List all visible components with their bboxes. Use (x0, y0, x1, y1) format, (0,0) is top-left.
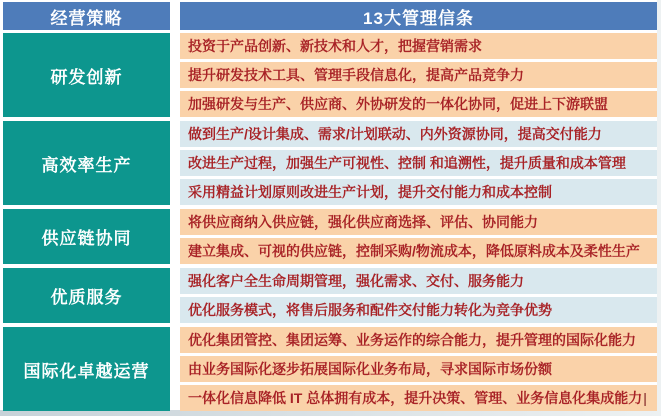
principle-text: 由业务国际化逐步拓展国际化业务布局，寻求国际市场份额 (188, 361, 552, 377)
category-cell (3, 33, 170, 117)
principle-text: 提升研发技术工具、管理手段信息化，提高产品竞争力 (188, 67, 524, 83)
category-cell (3, 121, 170, 205)
principle-row (180, 33, 657, 59)
principle-row (180, 150, 657, 176)
principle-row (180, 327, 657, 353)
strategy-section (3, 268, 657, 323)
header-strategy-column (3, 2, 170, 30)
category-label: 供应链协同 (41, 229, 132, 248)
category-cell (3, 268, 170, 323)
text-cursor: | (643, 390, 647, 406)
principle-text: 一体化信息降低 IT 总体拥有成本，提升决策、管理、业务信息化集成能力 (188, 390, 643, 406)
principle-text: 优化集团管控、集团运筹、业务运作的综合能力，提升管理的国际化能力 (188, 332, 636, 348)
principle-row (180, 91, 657, 117)
category-label: 研发创新 (50, 67, 123, 87)
principle-row (180, 385, 657, 411)
header-strategy-label: 经营策略 (50, 8, 123, 28)
category-cell (3, 327, 170, 411)
category-label: 优质服务 (50, 288, 123, 307)
principle-text: 优化服务模式，将售后服务和配件交付能力转化为竞争优势 (188, 302, 552, 318)
principle-row (180, 209, 657, 235)
principle-text: 加强研发与生产、供应商、外协研发的一体化协同，促进上下游联盟 (188, 96, 608, 112)
principle-row (180, 179, 657, 205)
category-cell (3, 209, 170, 264)
category-label: 高效率生产 (41, 155, 132, 175)
principle-row (180, 62, 657, 88)
principle-text: 投资于产品创新、新技术和人才，把握营销需求 (188, 38, 482, 54)
strategy-section (3, 121, 657, 205)
principle-row (180, 297, 657, 323)
strategy-section (3, 209, 657, 264)
principle-row (180, 121, 657, 147)
table-body (3, 33, 657, 411)
principle-rows (180, 327, 657, 411)
principle-text: 将供应商纳入供应链，强化供应商选择、评估、协同能力 (188, 214, 538, 230)
principle-text: 采用精益计划原则改进生产计划，提升交付能力和成本控制 (188, 184, 552, 200)
principle-rows (180, 121, 657, 205)
principle-text: 改进生产过程，加强生产可视性、控制 和追溯性，提升质量和成本管理 (188, 155, 626, 171)
principle-row (180, 356, 657, 382)
principle-rows (180, 209, 657, 264)
principle-row (180, 238, 657, 264)
strategy-section (3, 327, 657, 411)
principle-text: 做到生产/设计集成、需求/计划联动、内外资源协同，提高交付能力 (188, 126, 602, 142)
principle-rows (180, 268, 657, 323)
table-header-row (3, 2, 657, 30)
principle-text: 建立集成、可视的供应链，控制采购/物流成本，降低原料成本及柔性生产 (188, 243, 640, 259)
header-principles-label: 13大管理信条 (363, 8, 474, 28)
principle-text: 强化客户全生命周期管理，强化需求、交付、服务能力 (188, 273, 524, 289)
principle-row (180, 268, 657, 294)
header-principles-column (180, 2, 657, 30)
category-label: 国际化卓越运营 (23, 361, 150, 381)
strategy-section (3, 33, 657, 117)
principle-rows (180, 33, 657, 117)
